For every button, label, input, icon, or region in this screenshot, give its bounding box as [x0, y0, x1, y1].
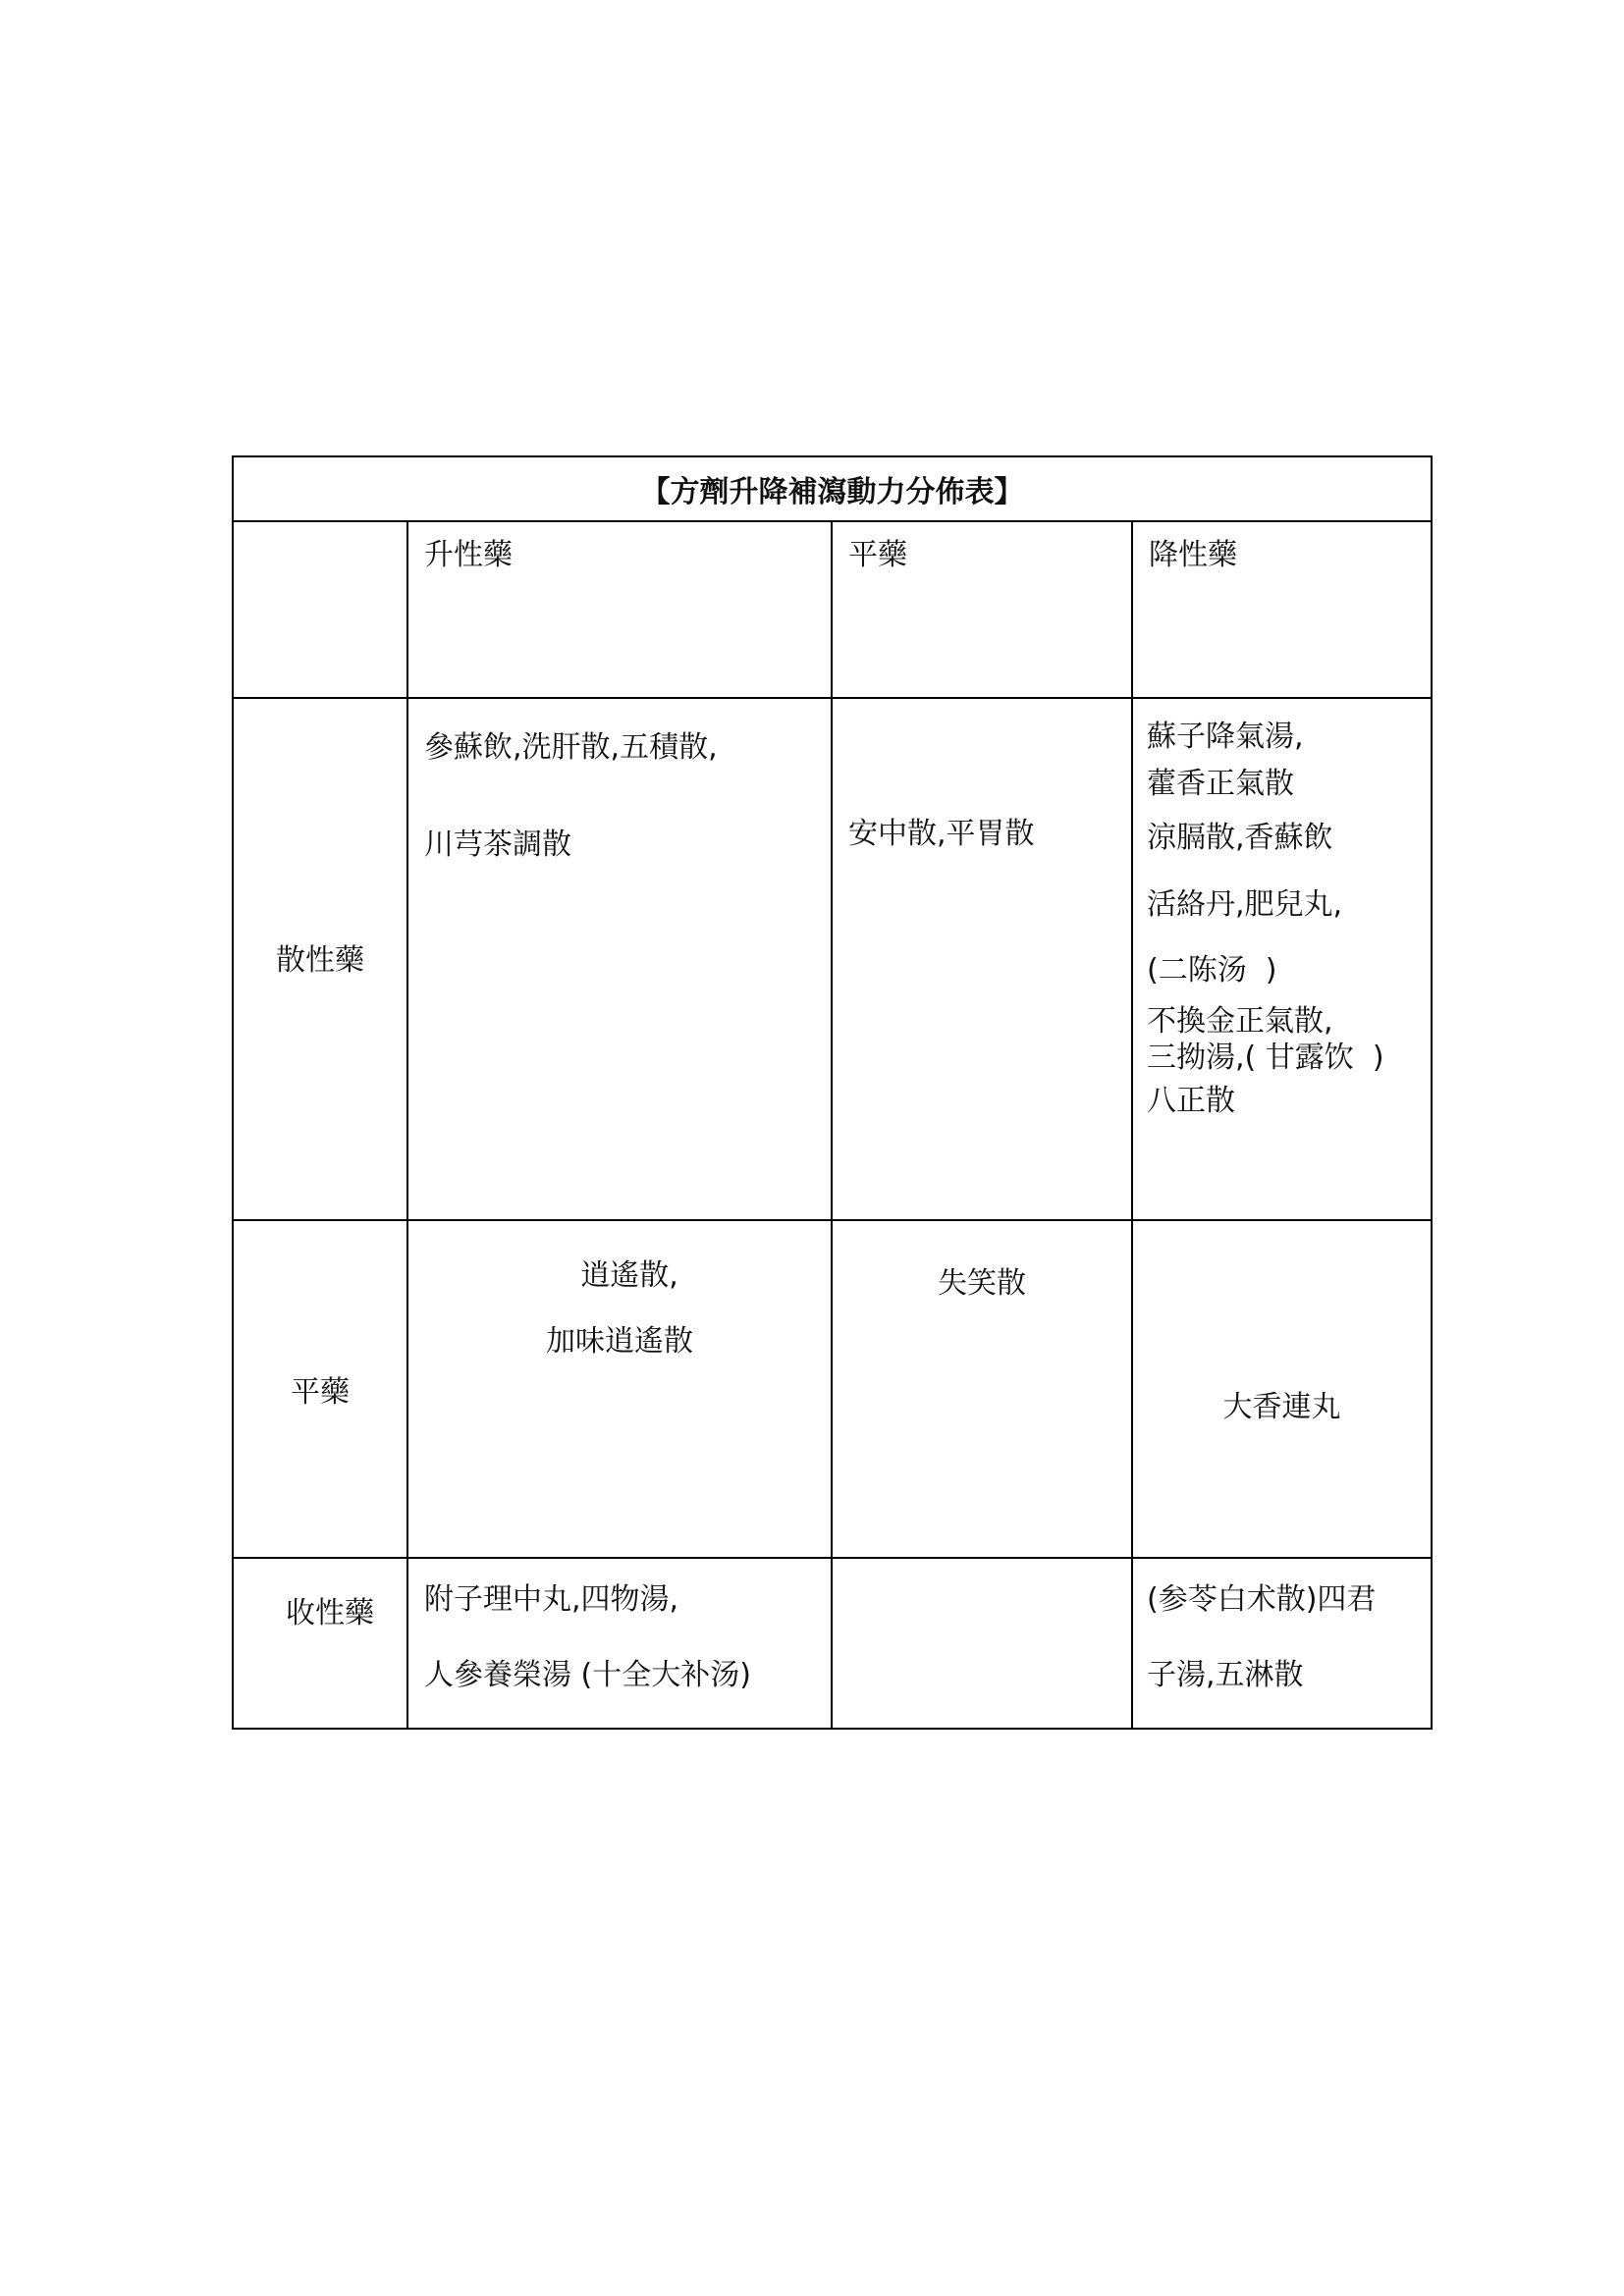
- header-down-herbs: 降性藥: [1132, 521, 1432, 698]
- formula-list-item: (二陈汤 ): [1147, 953, 1277, 988]
- table-title: 【方劑升降補瀉動力分佈表】: [233, 456, 1432, 521]
- formula-list-item: 藿香正氣散: [1147, 766, 1294, 801]
- formula-list-item: 失笑散: [938, 1266, 1026, 1301]
- formula-list-item: 涼膈散,香蘇飲: [1147, 821, 1333, 855]
- row-label-text: 收性藥: [286, 1596, 374, 1630]
- cell-dispersing-neutral: [832, 698, 1132, 1220]
- cell-neutral-down: [1132, 1220, 1432, 1558]
- row-label-neutral: [233, 1220, 407, 1558]
- formula-list-item: 參蘇飲,洗肝散,五積散,: [424, 730, 718, 765]
- table-row: [233, 698, 1432, 1220]
- formula-list-item: 蘇子降氣湯,: [1147, 720, 1304, 754]
- header-neutral-herbs: 平藥: [832, 521, 1132, 698]
- table-row: [233, 1220, 1432, 1558]
- formula-list-item: 人參養榮湯 (十全大补汤): [424, 1658, 751, 1692]
- formula-list-item: 安中散,平胃散: [848, 817, 1035, 851]
- row-label-text: 散性藥: [276, 943, 364, 978]
- header-blank: [233, 521, 407, 698]
- cell-astringent-down: [1132, 1558, 1432, 1729]
- formula-list-item: 不換金正氣散,: [1147, 1003, 1333, 1039]
- table-row: [233, 1558, 1432, 1729]
- header-row: [233, 521, 1432, 698]
- formula-distribution-table: [232, 455, 1433, 1730]
- formula-list-item: 逍遙散,: [580, 1258, 678, 1293]
- cell-astringent-neutral: [832, 1558, 1132, 1729]
- formula-list-item: 子湯,五淋散: [1147, 1658, 1304, 1692]
- formula-list-item: 大香連丸: [1222, 1390, 1341, 1424]
- formula-list-item: 附子理中丸,四物湯,: [424, 1582, 679, 1617]
- formula-list-item: 活絡丹,肥兒丸,: [1147, 886, 1343, 922]
- header-up-herbs: 升性藥: [407, 521, 832, 698]
- row-label-astringent: [233, 1558, 407, 1729]
- cell-neutral-neutral: [832, 1220, 1132, 1558]
- cell-astringent-up: [407, 1558, 832, 1729]
- formula-list-item: 三拗湯,( 甘露饮 ): [1147, 1041, 1384, 1075]
- formula-list-item: (参苓白术散)四君: [1147, 1582, 1377, 1617]
- formula-list-item: 川芎茶調散: [424, 828, 571, 862]
- row-label-text: 平藥: [291, 1375, 350, 1410]
- cell-dispersing-up: [407, 698, 832, 1220]
- cell-dispersing-down: [1132, 698, 1432, 1220]
- row-label-dispersing: [233, 698, 407, 1220]
- formula-list-item: 八正散: [1147, 1083, 1235, 1118]
- cell-neutral-up: [407, 1220, 832, 1558]
- formula-list-item: 加味逍遙散: [546, 1324, 693, 1359]
